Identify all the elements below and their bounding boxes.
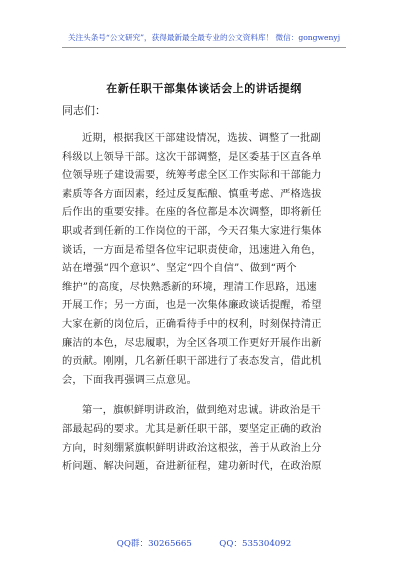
paragraph-1-line: 近期，根据我区干部建设情况，选拔、调整了一批副 <box>82 133 321 144</box>
footer-qq-number: QQ：535304092 <box>219 539 292 549</box>
footer-contact <box>0 537 408 549</box>
paragraph-2-line: 第一，旗帜鲜明讲政治，做到绝对忠诚。讲政治是干 <box>82 405 321 417</box>
paragraph-1-line: 开展工作；另一方面，也是一次集体廉政谈话提醒，希望 <box>62 300 322 312</box>
paragraph-1-line: 廉洁的本色，尽忠履职，为全区各项工作更好开展作出新 <box>62 337 322 349</box>
paragraph-1-line: 大家在新的岗位后，正确看待手中的权利，时刻保持清正 <box>62 318 322 330</box>
paragraph-1-line: 素质等各方面因素，经过反复酝酿、慎重考虑、严格选拔 <box>62 188 322 200</box>
paragraph-2-line: 方向，时刻绷紧旗帜鲜明讲政治这根弦，善于从政治上分 <box>62 442 322 454</box>
paragraph-1-line: 科级以上领导干部。这次干部调整，是区委基于区直各单 <box>62 151 322 163</box>
document-body <box>62 130 352 477</box>
paragraph-2-line: 部最起码的要求。尤其是新任职干部，要坚定正确的政治 <box>62 423 322 435</box>
paragraph-1-line: 维护”的高度，尽快熟悉新的环境，理清工作思路，迅速 <box>62 281 317 293</box>
paragraph-1-line: 谈话，一方面是希望各位牢记职责使命，迅速进入角色， <box>62 244 322 256</box>
salutation: 同志们： <box>62 104 106 117</box>
header-promo-note: 关注头条号“公文研究”，获得最新最全最专业的公文资料库！ 微信：gongwenyj <box>67 33 341 42</box>
paragraph-2-line: 析问题、解决问题，奋进新征程，建功新时代，在政治原 <box>62 461 322 473</box>
paragraph-1-line: 会，下面我再强调三点意见。 <box>62 374 198 386</box>
paragraph-1-line: 职或者到任新的工作岗位的干部，今天召集大家进行集体 <box>62 225 322 237</box>
paragraph-1-line: 后作出的重要安排。在座的各位都是本次调整，即将新任 <box>62 207 322 219</box>
paragraph-1-line: 站在增强“四个意识”、坚定“四个自信”、做到“两个 <box>62 263 297 275</box>
document-title: 在新任职干部集体谈话会上的讲话提纲 <box>106 82 302 95</box>
paragraph-1-line: 的贡献。刚刚，几名新任职干部进行了表态发言，借此机 <box>62 356 322 368</box>
header-divider <box>62 47 346 48</box>
paragraph-1-line: 位领导班子建设需要，统筹考虑全区工作实际和干部能力 <box>62 170 322 182</box>
footer-qq-group: QQ群：30265665 <box>116 539 192 549</box>
paragraph-spacer <box>62 390 352 402</box>
